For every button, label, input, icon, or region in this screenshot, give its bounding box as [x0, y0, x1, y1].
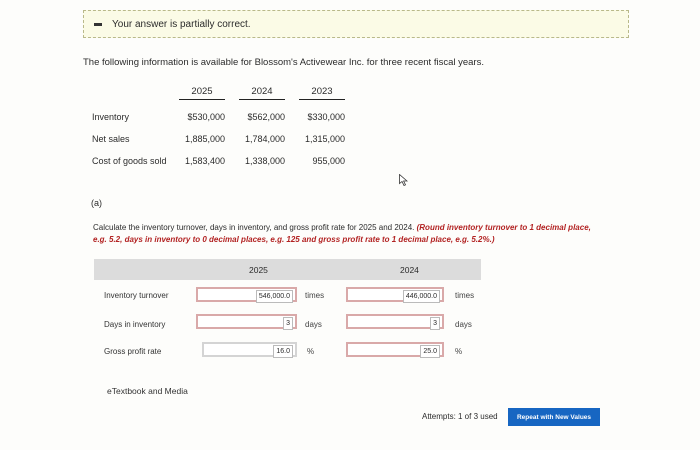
instructions-text: Calculate the inventory turnover, days in inventory, and gross profit rate for 2025 and 2024.: [93, 223, 415, 232]
problem-intro: The following information is available for Blossom's Activewear Inc. for three recent fiscal years.: [83, 57, 484, 68]
answer-value: 546,000.0: [256, 290, 293, 303]
attempts-counter: Attempts: 1 of 3 used: [422, 412, 498, 421]
row-label-days-in-inventory: Days in inventory: [104, 320, 166, 329]
mouse-cursor-icon: [399, 174, 408, 186]
year-header-2024: 2024: [400, 265, 419, 275]
row-label-inventory: Inventory: [92, 112, 130, 122]
unit-label: times: [455, 291, 475, 300]
instructions: [93, 222, 603, 246]
answer-value: 16.0: [273, 345, 293, 358]
rounding-instructions: (Round inventory turnover to 1 decimal place, e.g. 5.2, days in inventory to 0 decimal places, e.g. 125 and gross profit rate to 1 decimal place, e.g. 5.2%.): [93, 223, 591, 244]
table-cell: 1,583,400: [184, 156, 225, 166]
table-cell: 955,000: [312, 156, 345, 166]
days-in-inventory-2025-field[interactable]: [196, 314, 297, 329]
etextbook-link[interactable]: eTextbook and Media: [107, 386, 188, 396]
answer-value: 446,000.0: [403, 290, 440, 303]
unit-label: %: [307, 347, 315, 356]
inventory-turnover-2025-field[interactable]: [196, 287, 297, 302]
row-label-gross-profit-rate: Gross profit rate: [104, 347, 162, 356]
days-in-inventory-2024-field[interactable]: [346, 314, 444, 329]
gross-profit-rate-2024-field[interactable]: [346, 342, 444, 357]
answer-value: 3: [283, 317, 293, 330]
table-cell: 1,315,000: [304, 134, 345, 144]
table-cell: 1,784,000: [244, 134, 285, 144]
feedback-message: Your answer is partially correct.: [112, 18, 251, 30]
feedback-banner: [83, 10, 629, 38]
answer-value: 3: [430, 317, 440, 330]
part-a-label: (a): [91, 198, 102, 208]
table-cell: $530,000: [187, 112, 225, 122]
minus-icon: [94, 23, 102, 26]
unit-label: times: [305, 291, 325, 300]
row-label-cogs: Cost of goods sold: [92, 156, 167, 166]
table-cell: 1,885,000: [184, 134, 225, 144]
table-cell: $330,000: [307, 112, 345, 122]
row-label-net-sales: Net sales: [92, 134, 130, 144]
year-header: 2023: [299, 86, 345, 100]
year-header: 2024: [239, 86, 285, 100]
unit-label: days: [455, 320, 472, 329]
answer-table-header: [94, 259, 481, 280]
unit-label: days: [305, 320, 322, 329]
inventory-turnover-2024-field[interactable]: [346, 287, 444, 302]
table-cell: 1,338,000: [244, 156, 285, 166]
table-cell: $562,000: [247, 112, 285, 122]
row-label-inventory-turnover: Inventory turnover: [104, 291, 169, 300]
unit-label: %: [455, 347, 463, 356]
year-header: 2025: [179, 86, 225, 100]
answer-value: 25.0: [420, 345, 440, 358]
gross-profit-rate-2025-field[interactable]: [202, 342, 297, 357]
year-header-2025: 2025: [249, 265, 268, 275]
repeat-with-new-values-button[interactable]: Repeat with New Values: [508, 408, 600, 426]
